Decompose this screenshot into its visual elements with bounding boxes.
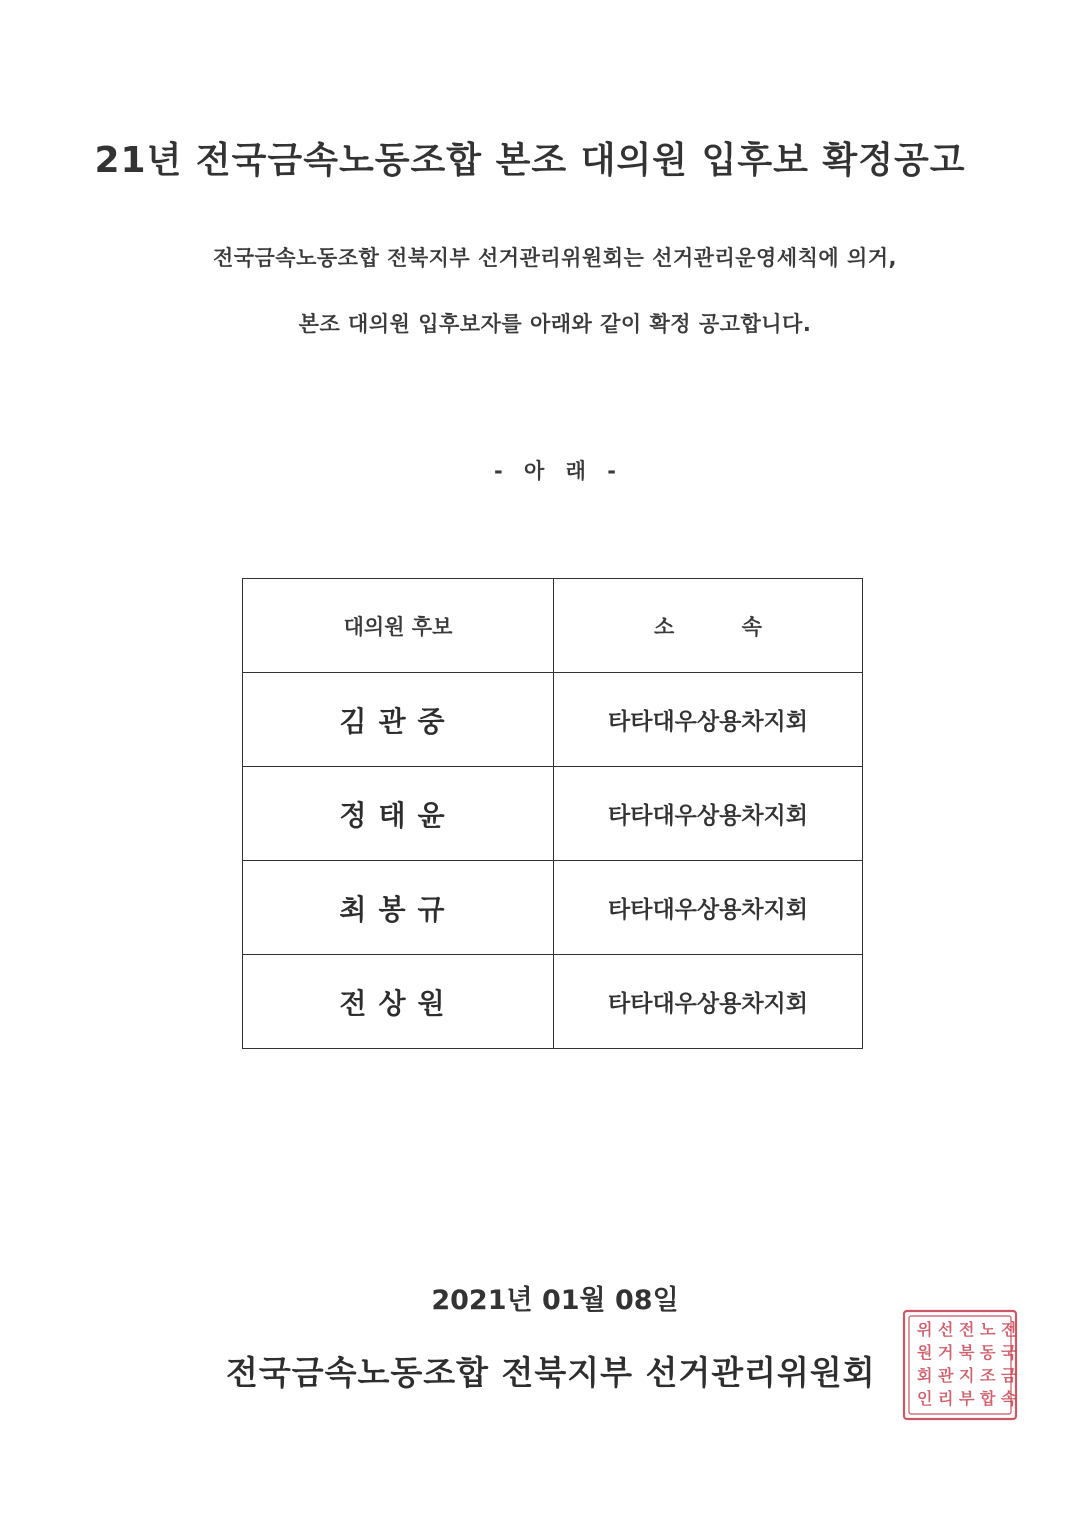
seal-glyph: 지: [959, 1366, 975, 1385]
seal-glyph: 위: [917, 1320, 933, 1339]
header-affiliation: 소 속: [554, 579, 863, 673]
seal-glyph: 인: [917, 1389, 933, 1408]
header-candidate: 대의원 후보: [243, 579, 554, 673]
candidate-affiliation: 타타대우상용차지회: [554, 767, 863, 861]
page-title: 21년 전국금속노동조합 본조 대의원 입후보 확정공고: [94, 140, 966, 181]
intro-line-1: 전국금속노동조합 전북지부 선거관리위원회는 선거관리운영세칙에 의거,: [212, 246, 898, 270]
seal-glyph: 속: [1001, 1389, 1017, 1408]
seal-glyph: 북: [959, 1343, 975, 1362]
seal-glyph: 관: [938, 1366, 954, 1385]
seal-glyph: 부: [959, 1389, 975, 1408]
candidate-affiliation: 타타대우상용차지회: [554, 955, 863, 1049]
seal-glyph: 전: [1001, 1320, 1017, 1339]
seal-glyph: 리: [938, 1389, 954, 1408]
table-row: [243, 673, 863, 767]
candidate-name: 정태윤: [243, 767, 554, 861]
seal-glyph: 전: [959, 1320, 975, 1339]
table-row: [243, 955, 863, 1049]
candidate-affiliation: 타타대우상용차지회: [554, 861, 863, 955]
issuer-name: 전국금속노동조합 전북지부 선거관리위원회: [226, 1353, 876, 1392]
seal-glyph: 금: [1001, 1366, 1017, 1385]
table-row: [243, 861, 863, 955]
seal-glyph: 원: [917, 1343, 933, 1362]
announcement-date: 2021년 01월 08일: [431, 1285, 679, 1316]
seal-glyph: 노: [980, 1320, 996, 1339]
seal-glyph: 선: [938, 1320, 954, 1339]
candidate-name: 최봉규: [243, 861, 554, 955]
seal-glyph: 회: [917, 1366, 933, 1385]
seal-glyph: 조: [980, 1366, 996, 1385]
candidate-name: 김관중: [243, 673, 554, 767]
table-row: [243, 767, 863, 861]
below-marker: - 아 래 -: [494, 459, 616, 483]
seal-glyph: 국: [1001, 1343, 1017, 1362]
intro-line-2: 본조 대의원 입후보자를 아래와 같이 확정 공고합니다.: [298, 312, 812, 336]
seal-glyph: 합: [980, 1389, 996, 1408]
table-header-row: [243, 579, 863, 673]
seal-glyph: 동: [980, 1343, 996, 1362]
candidate-affiliation: 타타대우상용차지회: [554, 673, 863, 767]
official-seal-stamp: [900, 1305, 1022, 1425]
candidates-table: [242, 578, 863, 1049]
seal-glyph: 거: [938, 1343, 954, 1362]
candidate-name: 전상원: [243, 955, 554, 1049]
